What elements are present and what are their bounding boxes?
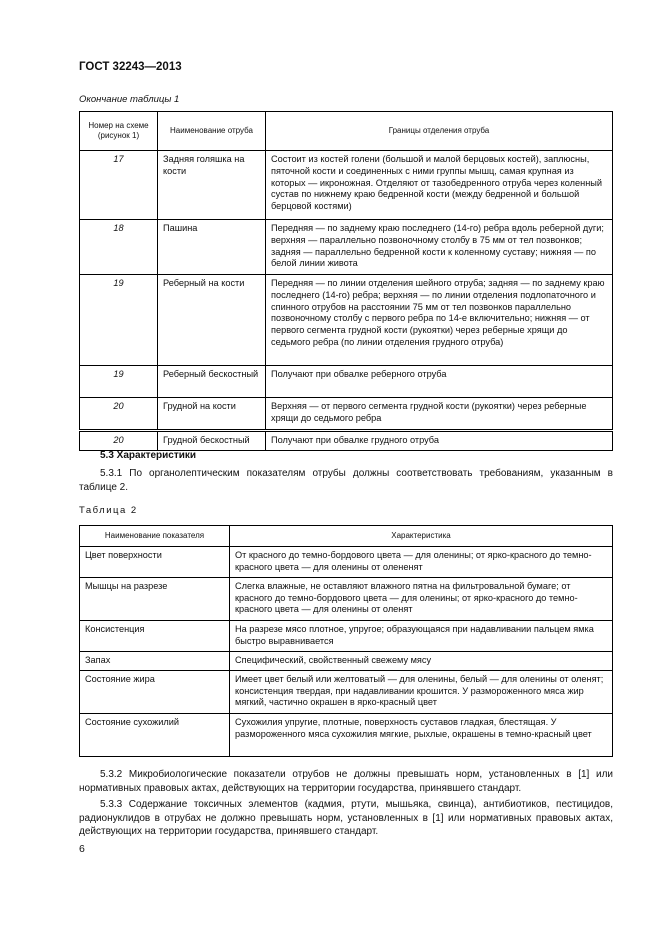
table-row [80,398,613,431]
table-row [80,275,613,366]
cell-number: 17 [80,151,158,220]
cell-indicator: Консистенция [80,620,230,651]
cell-number: 19 [80,366,158,398]
section-heading: 5.3 Характеристики [100,450,197,461]
cell-name: Грудной на кости [158,398,266,431]
table-row [80,620,613,651]
cell-description: Получают при обвалке грудного отруба [266,431,613,451]
cell-number: 20 [80,398,158,431]
cell-description: Передняя — по заднему краю последнего (14-го) ребра вдоль реберной дуги; верхняя — параллельно позвоночному столбу в 75 мм от тел позвонков; задняя — параллельно бедренной кости к коленному суставу; нижняя — по белой линии живота [266,220,613,275]
cell-characteristic: Имеет цвет белый или желтоватый — для оленины, белый — для оленины от оленят; консистенция твердая, при надавливании крошится. У размороженного мяса жир мягкий, частично окрашен в ярко-красный цвет [230,670,613,713]
page-number: 6 [79,843,85,855]
cell-description: Передняя — по линии отделения шейного отруба; задняя — по заднему краю последнего (14-го) ребра; верхняя — по линии отделения подлопаточного и спинного отрубов на расстоянии 75 мм от тел позвонков параллельно позвоночному столбу с первого ребра по 14-е включительно; нижняя — от первого сегмента грудной кости (рукоятки) через реберные хрящи до седьмого ребра (по линии отделения грудного отруба) [266,275,613,366]
cell-name: Реберный бескостный [158,366,266,398]
paragraph-5-3-2: 5.3.2 Микробиологические показатели отрубов не должны превышать норм, установленных в [1] или нормативных правовых актах, действующих на территории государства, принявшего стандарт. [79,769,613,794]
table1-caption: Окончание таблицы 1 [79,94,180,105]
cell-indicator: Мышцы на разрезе [80,577,230,620]
cell-characteristic: Специфический, свойственный свежему мясу [230,651,613,670]
table-header-row [80,526,613,547]
cell-indicator: Состояние сухожилий [80,713,230,756]
cell-name: Реберный на кости [158,275,266,366]
table1 [79,111,613,451]
table2 [79,525,613,757]
table2-caption: Таблица 2 [79,505,138,516]
cell-description: Получают при обвалке реберного отруба [266,366,613,398]
document-header: ГОСТ 32243—2013 [79,61,182,73]
column-header-name: Наименование отруба [158,112,266,151]
cell-description: Состоит из костей голени (большой и малой берцовых костей), заплюсны, пяточной кости и соединенных с ними группы мышц, самая крупная из которых — икроножная. Отделяют от тазобедренного отруба через коленный сустав по нижнему краю бедренной кости (между бедренной и большой берцовой костями) [266,151,613,220]
cell-name: Грудной бескостный [158,431,266,451]
cell-indicator: Запах [80,651,230,670]
table-row [80,220,613,275]
table-header-row [80,112,613,151]
paragraph-5-3-3: 5.3.3 Содержание токсичных элементов (кадмия, ртути, мышьяка, свинца), антибиотиков, пестицидов, радионуклидов в отрубах не должно превышать норм, установленных в [1] или нормативных правовых актах, действующих на территории государства, принявшего стандарт. [79,799,613,837]
table-row [80,651,613,670]
cell-number: 20 [80,431,158,451]
table-row [80,670,613,713]
column-header-number: Номер на схеме (рисунок 1) [80,112,158,151]
table-row [80,713,613,756]
cell-number: 18 [80,220,158,275]
cell-description: Верхняя — от первого сегмента грудной кости (рукоятки) через реберные хрящи до седьмого ребра [266,398,613,431]
cell-name: Задняя голяшка на кости [158,151,266,220]
cell-number: 19 [80,275,158,366]
cell-indicator: Цвет поверхности [80,546,230,577]
table-row [80,366,613,398]
table-row [80,577,613,620]
cell-name: Пашина [158,220,266,275]
cell-characteristic: На разрезе мясо плотное, упругое; образующаяся при надавливании пальцем ямка быстро выравнивается [230,620,613,651]
table-row [80,151,613,220]
paragraph-5-3-1: 5.3.1 По органолептическим показателям отрубы должны соответствовать требованиям, указанным в таблице 2. [79,468,613,493]
table-row [80,431,613,451]
cell-characteristic: Слегка влажные, не оставляют влажного пятна на фильтровальной бумаге; от красного до темно-бордового цвета — для оленины; от ярко-красного до темно-красного цвета — для оленины от оленят [230,577,613,620]
table-row [80,546,613,577]
column-header-boundaries: Границы отделения отруба [266,112,613,151]
cell-characteristic: От красного до темно-бордового цвета — для оленины; от ярко-красного до темно-красного цвета — для оленины от олененят [230,546,613,577]
column-header-indicator: Наименование показателя [80,526,230,547]
cell-indicator: Состояние жира [80,670,230,713]
column-header-characteristic: Характеристика [230,526,613,547]
cell-characteristic: Сухожилия упругие, плотные, поверхность суставов гладкая, блестящая. У размороженного мяса сухожилия мягкие, рыхлые, окрашены в темно-красный цвет [230,713,613,756]
